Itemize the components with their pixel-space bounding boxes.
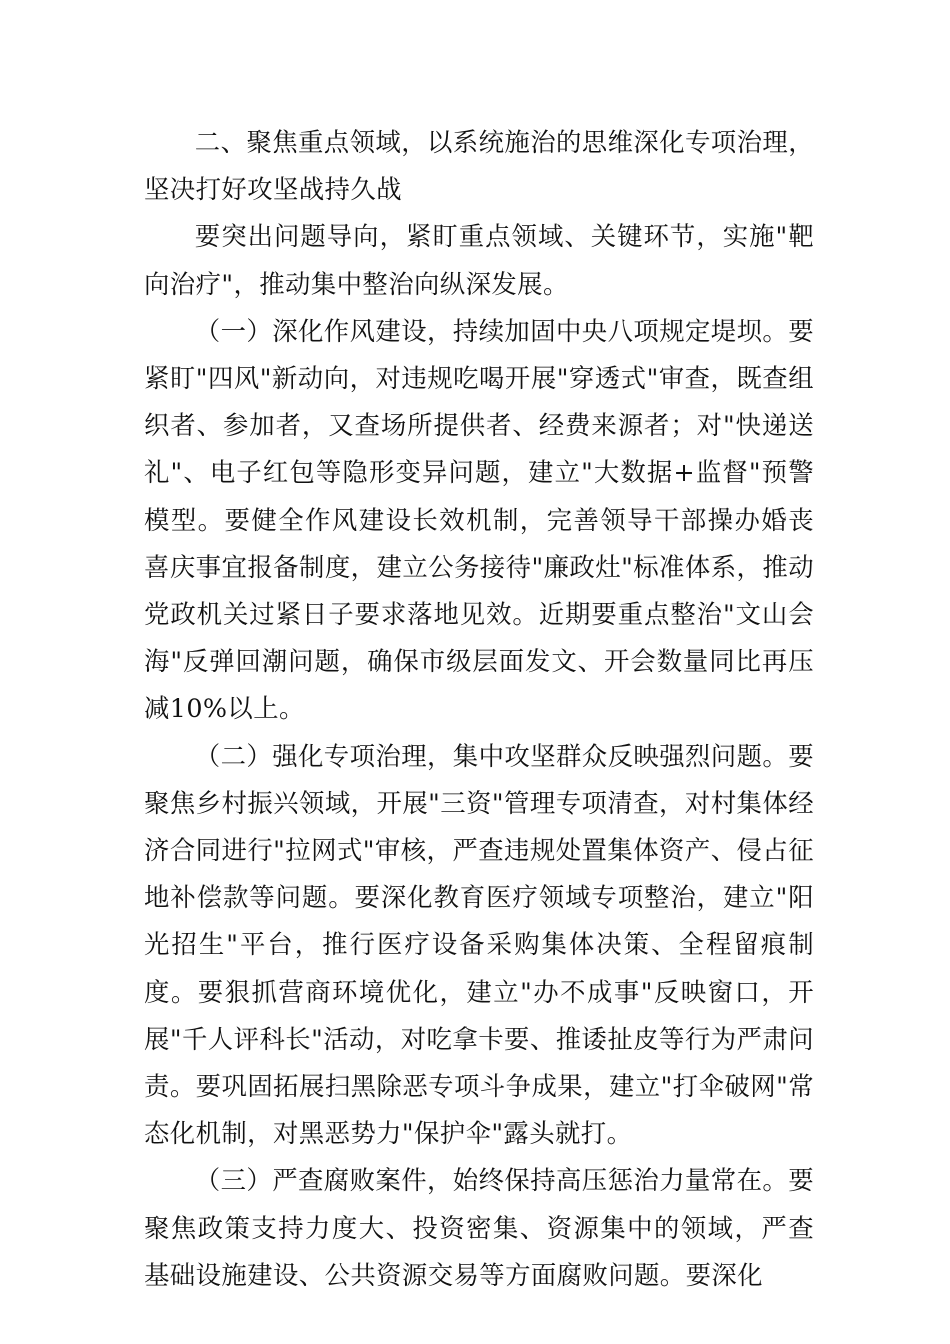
intro-paragraph: 要突出问题导向，紧盯重点领域、关键环节，实施"靶向治疗"，推动集中整治向纵深发展。	[144, 221, 814, 299]
paragraph-item-2: （二）强化专项治理，集中攻坚群众反映强烈问题。要聚焦乡村振兴领域，开展"三资"管理专项清查，对村集体经济合同进行"拉网式"审核，严查违规处置集体资产、侵占征地补偿款等问题。要深化教育医疗领域专项整治，建立"阳光招生"平台，推行医疗设备采购集体决策、全程留痕制度。要狠抓营商环境优化，建立"办不成事"反映窗口，开展"千人评科长"活动，对吃拿卡要、推诿扯皮等行为严肃问责。要巩固拓展扫黑除恶专项斗争成果，建立"打伞破网"常态化机制，对黑恶势力"保护伞"露头就打。	[144, 740, 814, 1149]
paragraph-item-3: （三）严查腐败案件，始终保持高压惩治力量常在。要聚焦政策支持力度大、投资密集、资源集中的领域，严查基础设施建设、公共资源交易等方面腐败问题。要深化	[144, 1165, 814, 1290]
paragraph-item-1: （一）深化作风建设，持续加固中央八项规定堤坝。要紧盯"四风"新动向，对违规吃喝开展"穿透式"审查，既查组织者、参加者，又查场所提供者、经费来源者；对"快递送礼"、电子红包等隐形变异问题，建立"大数据+监督"预警模型。要健全作风建设长效机制，完善领导干部操办婚丧喜庆事宜报备制度，建立公务接待"廉政灶"标准体系，推动党政机关过紧日子要求落地见效。近期要重点整治"文山会海"反弹回潮问题，确保市级层面发文、开会数量同比再压减10%以上。	[144, 315, 814, 724]
section-heading: 二、聚焦重点领域，以系统施治的思维深化专项治理，坚决打好攻坚战持久战	[144, 127, 814, 205]
document-body	[144, 119, 814, 1299]
